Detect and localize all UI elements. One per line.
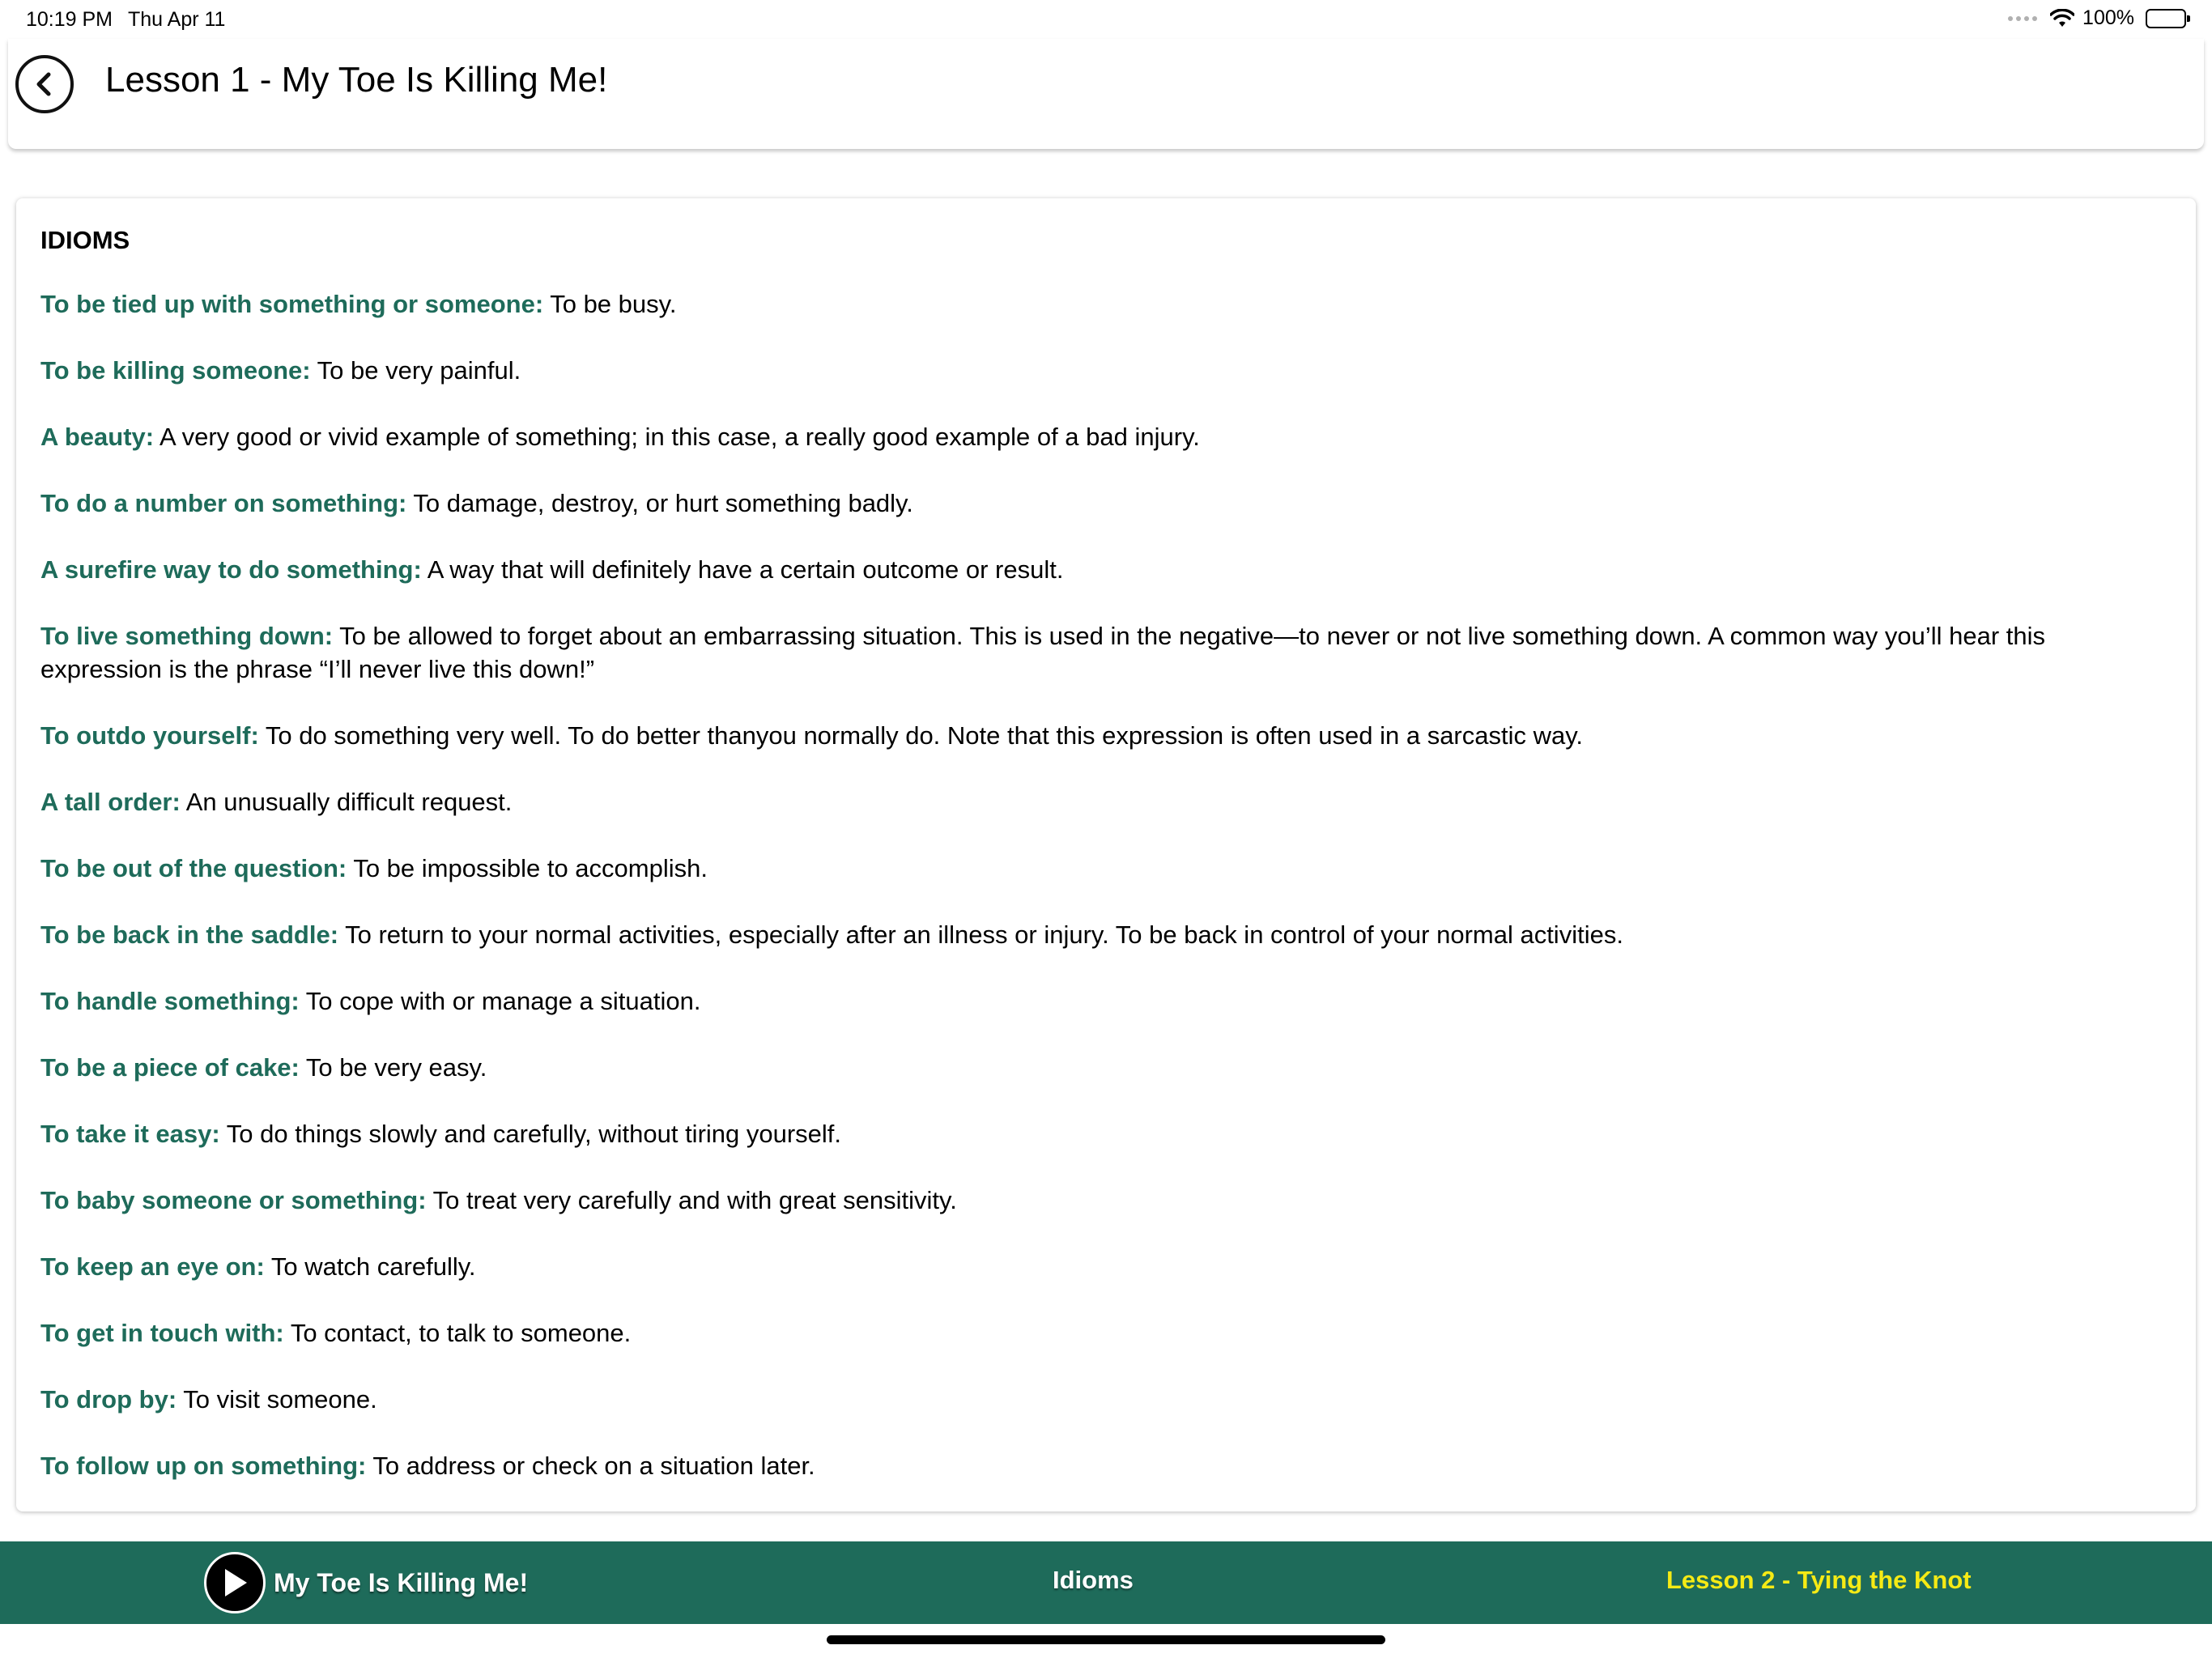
back-button[interactable] bbox=[15, 55, 74, 113]
idiom-definition: To watch carefully. bbox=[264, 1252, 476, 1281]
idiom-list bbox=[40, 287, 2172, 1482]
idiom-item bbox=[40, 984, 2172, 1018]
battery-percentage: 100% bbox=[2082, 6, 2134, 29]
idiom-definition: To do something very well. To do better thanyou normally do. Note that this expression is often used in a sarcastic way. bbox=[258, 721, 1584, 750]
idiom-definition: To be impossible to accomplish. bbox=[347, 854, 708, 882]
home-indicator bbox=[827, 1635, 1385, 1644]
idiom-term: To be killing someone: bbox=[40, 356, 311, 385]
idiom-item bbox=[40, 1184, 2172, 1217]
idiom-term: To be tied up with something or someone: bbox=[40, 290, 544, 318]
lesson-header bbox=[8, 39, 2204, 149]
next-lesson-link[interactable]: Lesson 2 - Tying the Knot bbox=[1666, 1566, 1972, 1594]
idiom-definition: A way that will definitely have a certain outcome or result. bbox=[421, 555, 1064, 584]
page-title: Lesson 1 - My Toe Is Killing Me! bbox=[105, 60, 608, 100]
idiom-definition: To damage, destroy, or hurt something badly. bbox=[406, 489, 913, 517]
idiom-item bbox=[40, 719, 2172, 752]
idiom-term: To live something down: bbox=[40, 622, 334, 650]
idioms-card bbox=[16, 198, 2196, 1511]
idiom-definition: To be very easy. bbox=[299, 1053, 487, 1082]
chevron-left-icon bbox=[31, 70, 58, 98]
status-time: 10:19 PM bbox=[26, 8, 113, 31]
idiom-item bbox=[40, 553, 2172, 586]
idiom-term: A tall order: bbox=[40, 788, 181, 816]
idiom-item bbox=[40, 1449, 2172, 1482]
idiom-definition: To address or check on a situation later. bbox=[366, 1452, 815, 1480]
wifi-icon bbox=[2050, 9, 2074, 28]
idiom-term: To drop by: bbox=[40, 1385, 177, 1414]
idiom-term: A surefire way to do something: bbox=[40, 555, 422, 584]
idiom-term: To be back in the saddle: bbox=[40, 920, 339, 949]
idiom-term: To outdo yourself: bbox=[40, 721, 259, 750]
idiom-definition: To be busy. bbox=[543, 290, 677, 318]
idiom-definition: To be very painful. bbox=[310, 356, 521, 385]
idiom-term: A beauty: bbox=[40, 423, 155, 451]
idiom-term: To be a piece of cake: bbox=[40, 1053, 300, 1082]
idiom-term: To baby someone or something: bbox=[40, 1186, 427, 1214]
battery-icon bbox=[2146, 9, 2186, 28]
idiom-definition: To return to your normal activities, especially after an illness or injury. To be back in control of your normal activities. bbox=[338, 920, 1623, 949]
idiom-term: To follow up on something: bbox=[40, 1452, 367, 1480]
status-bar bbox=[0, 0, 2212, 39]
idiom-item bbox=[40, 1117, 2172, 1150]
audio-player[interactable] bbox=[204, 1551, 528, 1614]
idiom-item bbox=[40, 287, 2172, 321]
idiom-definition: To do things slowly and carefully, without tiring yourself. bbox=[219, 1120, 842, 1148]
section-heading: IDIOMS bbox=[40, 226, 130, 254]
idiom-definition: To treat very carefully and with great sensitivity. bbox=[426, 1186, 957, 1214]
cellular-dots-icon bbox=[2008, 16, 2037, 21]
idiom-definition: To visit someone. bbox=[177, 1385, 377, 1414]
idiom-term: To keep an eye on: bbox=[40, 1252, 265, 1281]
bottom-toolbar bbox=[0, 1541, 2212, 1624]
idiom-item bbox=[40, 1250, 2172, 1283]
idiom-term: To do a number on something: bbox=[40, 489, 407, 517]
idiom-definition: To contact, to talk to someone. bbox=[283, 1319, 632, 1347]
idiom-term: To take it easy: bbox=[40, 1120, 220, 1148]
audio-title: My Toe Is Killing Me! bbox=[274, 1567, 529, 1597]
idiom-item bbox=[40, 354, 2172, 387]
status-indicators bbox=[2008, 6, 2186, 30]
play-icon bbox=[220, 1567, 249, 1599]
status-date: Thu Apr 11 bbox=[128, 8, 226, 31]
idiom-definition: To be allowed to forget about an embarrassing situation. This is used in the negative—to never or not live something down. A common way you’ll hear this expression is the phrase “I’ll never live this down!” bbox=[40, 622, 2046, 683]
idiom-item bbox=[40, 619, 2172, 686]
idiom-definition: To cope with or manage a situation. bbox=[299, 987, 701, 1015]
idiom-item bbox=[40, 1051, 2172, 1084]
tab-idioms[interactable]: Idioms bbox=[1053, 1566, 1134, 1594]
idiom-item bbox=[40, 785, 2172, 818]
idiom-definition: An unusually difficult request. bbox=[180, 788, 513, 816]
idiom-item bbox=[40, 852, 2172, 885]
idiom-term: To be out of the question: bbox=[40, 854, 347, 882]
idiom-item bbox=[40, 420, 2172, 453]
idiom-item bbox=[40, 1383, 2172, 1416]
idiom-item bbox=[40, 918, 2172, 951]
idiom-item bbox=[40, 1316, 2172, 1350]
idiom-definition: A very good or vivid example of something; in this case, a really good example of a bad injury. bbox=[154, 423, 1200, 451]
play-button[interactable] bbox=[204, 1552, 266, 1613]
idiom-item bbox=[40, 487, 2172, 520]
idiom-term: To get in touch with: bbox=[40, 1319, 284, 1347]
idiom-term: To handle something: bbox=[40, 987, 300, 1015]
